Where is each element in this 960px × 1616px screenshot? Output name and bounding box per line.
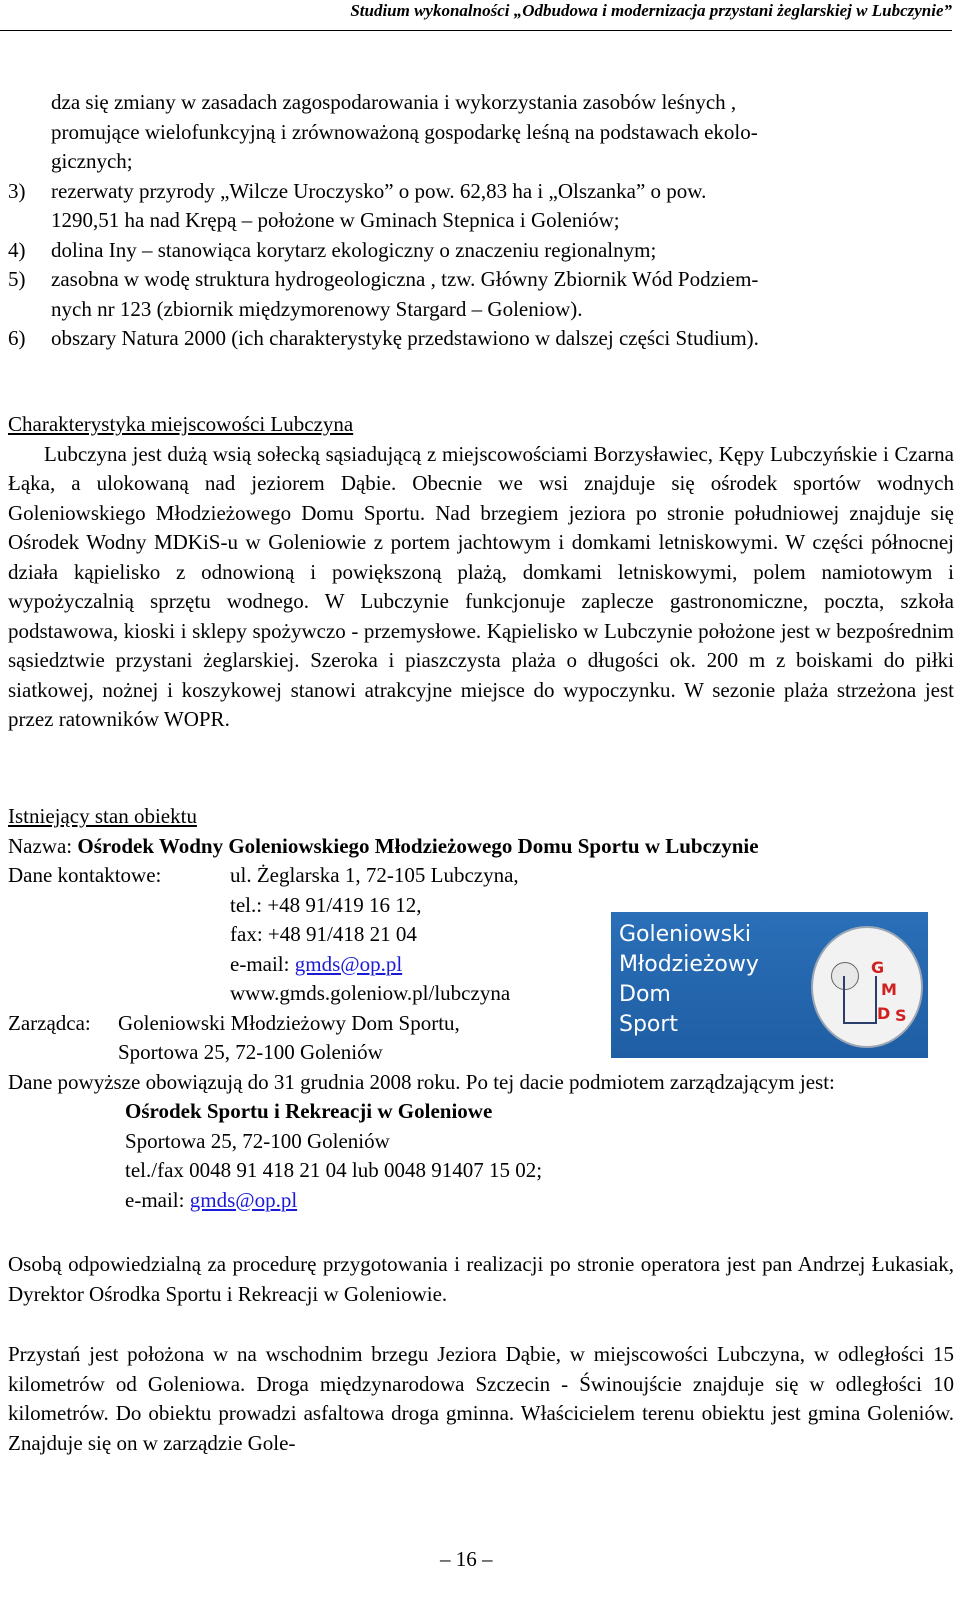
email-link[interactable]: gmds@op.pl xyxy=(189,1187,298,1212)
contact-fax: fax: +48 91/418 21 04 xyxy=(230,922,417,946)
new-manager-email-row xyxy=(8,1186,954,1216)
crest-letter: M xyxy=(881,980,897,999)
responsible-paragraph: Osobą odpowiedzialną za procedurę przygotowania i realizacji po stronie operatora jest pan Andrzej Łukasiak, Dyrektor Ośrodka Sportu i Rekreacji w Goleniowie. xyxy=(8,1252,954,1306)
responsible-section xyxy=(8,1250,954,1309)
logo-line: Dom xyxy=(619,982,671,1007)
list-number: 4) xyxy=(8,237,26,262)
logo-line: Sport xyxy=(619,1012,679,1037)
location-section xyxy=(8,1340,954,1458)
new-manager-name: Ośrodek Sportu i Rekreacji w Goleniowe xyxy=(125,1099,493,1123)
contact-www: www.gmds.goleniow.pl/lubczyna xyxy=(230,981,511,1005)
manager-address: Sportowa 25, 72-100 Goleniów xyxy=(118,1040,383,1064)
email-label: e-mail: xyxy=(125,1187,190,1212)
new-manager-address: Sportowa 25, 72-100 Goleniów xyxy=(125,1128,390,1153)
list-line: rezerwaty przyrody „Wilcze Uroczysko” o pow. 62,83 ha i „Olszanka” o pow. xyxy=(51,178,707,203)
running-header: Studium wykonalności „Odbudowa i modernizacja przystani żeglarskiej w Lubczynie” xyxy=(350,1,952,20)
logo-text xyxy=(619,920,759,1040)
logo-crest-icon xyxy=(811,926,923,1048)
crest-letter: S xyxy=(895,1006,907,1025)
manager-label: Zarządca: xyxy=(8,1010,91,1035)
facility-title: Istniejący stan obiektu xyxy=(8,804,197,828)
gmds-logo xyxy=(611,912,928,1058)
list-line: 1290,51 ha nad Krępą – położone w Gminach Stepnica i Goleniów; xyxy=(51,208,620,232)
header-rule xyxy=(0,30,952,31)
crest-letter: D xyxy=(877,1004,891,1023)
email-link[interactable]: gmds@op.pl xyxy=(294,951,403,976)
page-number: – 16 – xyxy=(440,1547,493,1571)
list-item xyxy=(8,177,954,236)
list-section xyxy=(8,88,954,354)
list-line: obszary Natura 2000 (ich charakterystykę przedstawiono w dalszej części Studium). xyxy=(51,326,759,350)
list-number: 3) xyxy=(8,178,26,203)
list-item-continuation xyxy=(8,88,954,177)
list-number: 6) xyxy=(8,326,26,350)
list-line: gicznych; xyxy=(51,149,133,173)
name-label: Nazwa: xyxy=(8,833,73,858)
facility-name: Ośrodek Wodny Goleniowskiego Młodzieżowego Domu Sportu w Lubczynie xyxy=(77,833,759,858)
list-line: promujące wielofunkcyjną i zrównoważoną gospodarkę leśną na podstawach ekolo- xyxy=(51,119,758,144)
contact-row xyxy=(8,861,954,891)
list-number: 5) xyxy=(8,267,26,291)
natural-values-list xyxy=(8,88,954,354)
contact-tel: tel.: +48 91/419 16 12, xyxy=(230,892,422,917)
list-item xyxy=(8,236,954,266)
list-line: dza się zmiany w zasadach zagospodarowania i wykorzystania zasobów leśnych , xyxy=(51,90,737,114)
logo-line: Młodzieżowy xyxy=(619,952,759,977)
locality-section xyxy=(8,410,954,735)
list-line: zasobna w wodę struktura hydrogeologiczna , tzw. Główny Zbiornik Wód Podziem- xyxy=(51,267,759,291)
facility-name-row xyxy=(8,832,954,862)
list-item xyxy=(8,265,954,324)
list-line: nych nr 123 (zbiornik międzymorenowy Stargard – Goleniow). xyxy=(51,296,583,321)
list-item xyxy=(8,324,954,354)
new-manager-phone: tel./fax 0048 91 418 21 04 lub 0048 91407 15 02; xyxy=(125,1158,543,1182)
contact-label: Dane kontaktowe: xyxy=(8,863,162,887)
location-paragraph: Przystań jest położona w na wschodnim brzegu Jeziora Dąbie, w miejscowości Lubczyna, w odległości 15 kilometrów od Goleniowa. Droga międzynarodowa Szczecin - Świnoujście znajduje się w odległości 10 kilometrów. Do obiektu prowadzi asfaltowa droga gminna. Właścicielem terenu obiektu jest gmina Goleniów. Znajduje się on w zarządzie Gole- xyxy=(8,1342,954,1455)
locality-paragraph: Lubczyna jest dużą wsią sołecką sąsiadującą z miejscowościami Borzysławiec, Kępy Lubczyńskie i Czarna Łąka, a ulokowaną nad jeziorem Dąbie. Obecnie we wsi znajduje się ośrodek sportów wodnych Goleniowskiego Młodzieżowego Domu Sportu. Nad brzegiem jeziora po stronie południowej znajduje się Ośrodek Wodny MDKiS-u w Goleniowie z portem jachtowym i domkami letniskowymi. W części północnej działa kąpielisko z odnowioną i powiększoną plażą, domkami letniskowymi, polem namiotowym i wypożyczalnią sprzętu wodnego. W Lubczynie funkcjonuje zaplecze gastronomiczne, poczta, szkoła podstawowa, kioski i sklepy spożywczo - przemysłowe. Kąpielisko w Lubczynie położone jest w bezpośrednim sąsiedztwie przystani żeglarskiej. Szeroka i piaszczysta plaża o długości ok. 200 m z boiskami do piłki siatkowej, nożnej i koszykowej stanowi atrakcyjne miejsce do wypoczynku. W sezonie plaża strzeżona jest przez ratowników WOPR. xyxy=(8,441,954,731)
email-label: e-mail: xyxy=(230,951,295,976)
basket-icon xyxy=(843,976,877,1024)
crest-letter: G xyxy=(871,958,885,977)
manager-name: Goleniowski Młodzieżowy Dom Sportu, xyxy=(118,1010,460,1035)
contact-address: ul. Żeglarska 1, 72-105 Lubczyna, xyxy=(230,863,519,887)
list-line: dolina Iny – stanowiąca korytarz ekologiczny o znaczeniu regionalnym; xyxy=(51,237,657,262)
locality-title: Charakterystyka miejscowości Lubczyna xyxy=(8,412,354,436)
logo-line: Goleniowski xyxy=(619,922,751,947)
validity-paragraph: Dane powyższe obowiązują do 31 grudnia 2008 roku. Po tej dacie podmiotem zarządzającym jest: xyxy=(8,1069,835,1094)
